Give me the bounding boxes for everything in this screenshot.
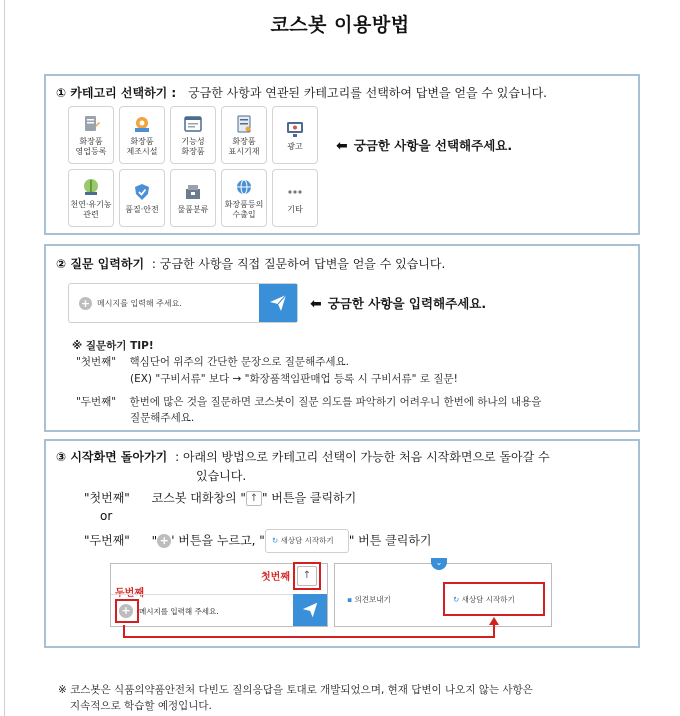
tip2-text: 한번에 많은 것을 질문하면 코스봇이 질문 의도를 파악하기 어려우니 한번에 하나의 내용을 bbox=[129, 396, 542, 408]
document-pen-icon bbox=[81, 114, 101, 134]
category-label: 물품분류 bbox=[177, 204, 209, 214]
category-label: 화장품 영업등록 bbox=[75, 136, 107, 156]
section2-desc: : 궁금한 사항을 직접 질문하여 답변을 얻을 수 있습니다. bbox=[151, 257, 446, 271]
second-method-text-a: " bbox=[151, 533, 158, 548]
category-label: 광고 bbox=[287, 141, 303, 151]
section1-desc: 궁금한 사항과 연관된 카테고리를 선택하여 답변을 얻을 수 있습니다. bbox=[188, 86, 547, 100]
more-dots-icon bbox=[285, 182, 305, 202]
first-method-text-a: 코스봇 대화창의 " bbox=[151, 491, 246, 505]
category-tile[interactable] bbox=[272, 169, 318, 227]
category-label: 화장품 표시기재 bbox=[228, 136, 260, 156]
scroll-up-button[interactable]: ↑ bbox=[297, 566, 317, 586]
tip2-label: "두번째" bbox=[76, 396, 117, 408]
section2-heading: ② 질문 입력하기 bbox=[56, 257, 145, 271]
category-tile[interactable] bbox=[272, 106, 318, 164]
monitor-ad-icon bbox=[285, 119, 305, 139]
tip1-label: "첫번째" bbox=[76, 356, 117, 368]
category-tile[interactable] bbox=[68, 106, 114, 164]
tip1-example: (EX) "구비서류" 보다 → "화장품책임판매업 등록 시 구비서류" 로 질문! bbox=[130, 373, 458, 385]
page-left-border bbox=[4, 0, 5, 716]
category-label: 천연·유기농 관련 bbox=[70, 199, 112, 219]
chat-icon: ▪ bbox=[347, 595, 355, 604]
category-label: 품질·안전 bbox=[125, 204, 159, 214]
feedback-label: 의견보내기 bbox=[354, 595, 391, 604]
category-tile[interactable] bbox=[170, 169, 216, 227]
plus-button[interactable]: + bbox=[119, 604, 133, 618]
category-tile[interactable] bbox=[119, 169, 165, 227]
feedback-button[interactable] bbox=[347, 594, 391, 605]
first-method-label: "첫번째" bbox=[84, 491, 130, 505]
category-label: 화장품등의 수출입 bbox=[224, 199, 264, 219]
first-highlight-box bbox=[293, 562, 321, 590]
plus-button-example[interactable]: + bbox=[157, 534, 171, 548]
section-return-home bbox=[44, 439, 640, 648]
new-consult-label-shot: 새상담 시작하기 bbox=[461, 595, 515, 604]
section2-pointer-text: 궁금한 사항을 입력해주세요. bbox=[327, 296, 487, 311]
footnote-line2: 지속적으로 학습할 예정입니다. bbox=[70, 700, 212, 712]
section-question-input bbox=[44, 244, 640, 432]
page-title: 코스봇 이용방법 bbox=[270, 14, 410, 36]
chevron-down-icon[interactable]: ⌄ bbox=[431, 558, 447, 570]
section1-heading: ① 카테고리 선택하기 : bbox=[56, 86, 177, 100]
message-input-placeholder: 메시지를 입력해 주세요. bbox=[97, 299, 182, 308]
first-callout-label: 첫번째 bbox=[261, 572, 290, 583]
paper-plane-icon bbox=[268, 293, 288, 313]
section3-desc2: 있습니다. bbox=[196, 469, 247, 483]
section2-pointer bbox=[310, 294, 486, 312]
refresh-icon: ↻ bbox=[453, 595, 462, 604]
category-tile[interactable] bbox=[119, 106, 165, 164]
box-category-icon bbox=[183, 182, 203, 202]
section-category-select bbox=[44, 74, 640, 235]
second-method-text-b: ' 버튼을 누르고, " bbox=[171, 533, 265, 548]
connector-arrow bbox=[106, 617, 506, 641]
tip2-text2: 질문해주세요. bbox=[130, 412, 195, 424]
natural-leaf-icon bbox=[81, 177, 101, 197]
send-button[interactable] bbox=[259, 284, 297, 322]
tip1-text: 핵심단어 위주의 간단한 문장으로 질문해주세요. bbox=[129, 356, 349, 368]
new-consult-button-example[interactable] bbox=[265, 529, 349, 553]
tip-title: ※ 질문하기 TIP! bbox=[72, 340, 154, 352]
second-method-label: "두번째" bbox=[84, 533, 130, 548]
category-label: 기타 bbox=[287, 204, 303, 214]
section3-heading: ③ 시작화면 돌아가기 bbox=[56, 450, 168, 464]
first-method-text-b: " 버튼을 클릭하기 bbox=[261, 491, 357, 505]
plus-icon[interactable]: + bbox=[80, 297, 91, 310]
footnote-line1: ※ 코스봇은 식품의약품안전처 다빈도 질의응답을 토대로 개발되었으며, 현재 답변이 나오지 않는 사항은 bbox=[58, 684, 533, 696]
section3-desc: : 아래의 방법으로 카테고리 선택이 가능한 처음 시작화면으로 돌아갈 수 bbox=[175, 450, 550, 464]
new-consult-label: 새상담 시작하기 bbox=[280, 536, 334, 545]
category-tile[interactable] bbox=[221, 106, 267, 164]
label-document-icon bbox=[234, 114, 254, 134]
shot-input-placeholder: 메시지를 입력해 주세요. bbox=[139, 607, 219, 616]
or-text: or bbox=[100, 509, 113, 523]
globe-trade-icon bbox=[234, 177, 254, 197]
footnote bbox=[58, 682, 533, 714]
category-grid bbox=[68, 106, 318, 230]
category-tile[interactable] bbox=[221, 169, 267, 227]
section1-pointer-text: 궁금한 사항을 선택해주세요. bbox=[353, 138, 513, 153]
scroll-up-button-example[interactable]: ↑ bbox=[246, 491, 262, 506]
category-tile[interactable] bbox=[68, 169, 114, 227]
second-callout-label bbox=[115, 584, 144, 599]
category-label: 화장품 제조시설 bbox=[126, 136, 158, 156]
message-input-example[interactable] bbox=[68, 283, 298, 323]
category-label: 기능성 화장품 bbox=[181, 136, 205, 156]
form-window-icon bbox=[183, 114, 203, 134]
section1-pointer bbox=[336, 136, 512, 154]
factory-gear-icon bbox=[132, 114, 152, 134]
refresh-icon: ↻ bbox=[271, 536, 281, 545]
shield-check-icon bbox=[132, 182, 152, 202]
category-tile[interactable] bbox=[170, 106, 216, 164]
left-arrow-icon: ⬅ bbox=[336, 138, 348, 154]
left-arrow-icon: ⬅ bbox=[310, 296, 322, 312]
second-method-text-c: " 버튼 클릭하기 bbox=[348, 533, 432, 548]
new-consult-highlight-box bbox=[443, 582, 545, 616]
